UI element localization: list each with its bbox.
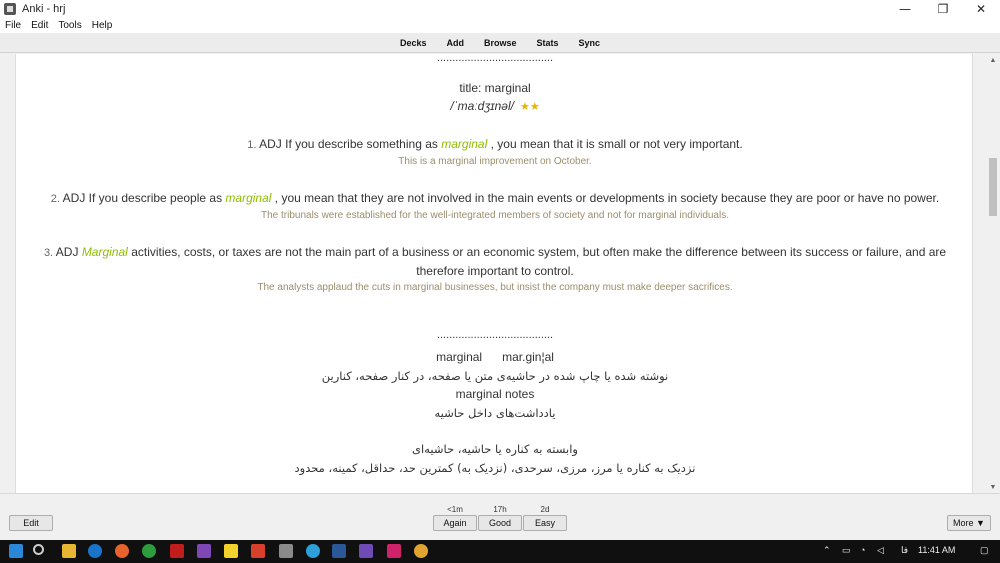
toolbar-sync[interactable]: Sync	[578, 37, 601, 48]
keyword-highlight: Marginal	[81, 245, 128, 259]
phonetic-row	[16, 99, 973, 113]
separator-dots: ......................................	[436, 54, 554, 64]
good-button[interactable]: Good	[478, 515, 522, 531]
pdf-reader-icon[interactable]	[170, 544, 184, 558]
sense-text: , you mean that they are not involved in the main events or developments in society because they are poor or have no power.	[274, 191, 940, 205]
sense-text: ADJ If you describe something as	[259, 137, 438, 151]
persian-definition: نوشته شده یا چاپ شده در حاشیه‌ی متن یا صفحه، در کنار صفحه، کنارین	[321, 368, 669, 383]
window-title: Anki - hrj	[22, 2, 66, 15]
sense-text: ADJ	[55, 245, 79, 259]
persian-definition: وابسته به کناره یا حاشیه، حاشیه‌ای	[412, 442, 578, 456]
tray-chevron-icon[interactable]: ⌃	[823, 545, 831, 555]
sense-text: ADJ If you describe people as	[62, 191, 223, 205]
collocation: marginal notes	[455, 387, 535, 401]
sense-2	[16, 189, 973, 221]
sense-number: 2.	[50, 193, 60, 205]
sense-number: 3.	[43, 247, 54, 259]
chrome-icon[interactable]	[414, 544, 428, 558]
menu-help[interactable]: Help	[91, 19, 113, 31]
menu-tools[interactable]: Tools	[58, 19, 82, 31]
browser-icon[interactable]	[142, 544, 156, 558]
persian-dictionary	[16, 331, 973, 477]
toolbar-add[interactable]: Add	[446, 37, 464, 48]
toolbar-decks[interactable]: Decks	[399, 37, 427, 48]
sense-1	[16, 135, 973, 167]
again-interval: <1m	[447, 505, 463, 514]
edit-button[interactable]: Edit	[9, 515, 53, 531]
main-toolbar	[0, 33, 1000, 53]
file-explorer-icon[interactable]	[62, 544, 76, 558]
edge-icon[interactable]	[88, 544, 102, 558]
good-interval: 17h	[493, 505, 507, 514]
input-language[interactable]: فا	[901, 545, 909, 555]
frequency-stars: ★★	[519, 101, 540, 113]
close-button[interactable]: ✕	[975, 1, 987, 16]
toolbar-browse[interactable]: Browse	[483, 37, 517, 48]
anki-app-icon	[4, 3, 16, 15]
app-icon[interactable]	[359, 544, 373, 558]
phonetic: /ˈmaːdʒɪnəl/	[450, 99, 514, 113]
scroll-up-arrow-icon[interactable]: ▲	[989, 56, 997, 64]
anki-taskbar-icon[interactable]	[279, 544, 293, 558]
network-icon[interactable]: ◔	[860, 545, 866, 555]
vertical-scrollbar[interactable]	[986, 54, 1000, 493]
dict-headword: marginal mar.gin¦al	[436, 350, 554, 364]
maximize-button[interactable]: ❐	[937, 1, 949, 16]
persian-definition: نزدیک به کناره یا مرز، مرزی، سرحدی، (نزدیک به) کمترین حد، حداقل، کمینه، محدود	[294, 460, 696, 475]
more-button[interactable]: More ▼	[947, 515, 991, 531]
example-sentence: The tribunals were established for the well-integrated members of society and not for marginal individuals.	[260, 210, 729, 221]
scroll-down-arrow-icon[interactable]: ▼	[989, 483, 997, 491]
app-icon[interactable]	[197, 544, 211, 558]
word-title: title: marginal	[459, 81, 531, 95]
app-icon[interactable]	[387, 544, 401, 558]
answer-bar	[0, 493, 1000, 540]
notification-icon[interactable]: ▢	[980, 545, 989, 555]
card-answer	[16, 54, 973, 477]
example-sentence: The analysts applaud the cuts in marginal businesses, but insist the company must make deeper sacrifices.	[257, 282, 733, 293]
windows-start-icon[interactable]	[9, 544, 23, 558]
title-bar	[0, 0, 1000, 17]
keyword-highlight: marginal	[225, 191, 272, 205]
word-icon[interactable]	[332, 544, 346, 558]
volume-icon[interactable]: ◁	[877, 545, 884, 555]
again-button[interactable]: Again	[433, 515, 477, 531]
menu-edit[interactable]: Edit	[31, 19, 49, 31]
easy-button[interactable]: Easy	[523, 515, 567, 531]
card-view	[15, 54, 973, 493]
persian-definition: یادداشت‌های داخل حاشیه	[434, 405, 556, 420]
toolbar-stats[interactable]: Stats	[536, 37, 559, 48]
menu-bar	[0, 17, 1000, 33]
firefox-icon[interactable]	[115, 544, 129, 558]
sticky-notes-icon[interactable]	[224, 544, 238, 558]
clock[interactable]: 11:41 AM	[918, 545, 956, 555]
telegram-icon[interactable]	[306, 544, 320, 558]
keyword-highlight: marginal	[441, 137, 488, 151]
scrollbar-thumb[interactable]	[989, 158, 997, 216]
search-icon[interactable]	[33, 544, 44, 555]
sense-number: 1.	[247, 139, 257, 151]
sense-text: , you mean that it is small or not very important.	[490, 137, 743, 151]
windows-taskbar	[0, 540, 1000, 563]
example-sentence: This is a marginal improvement on October.	[398, 156, 592, 167]
app-icon[interactable]	[251, 544, 265, 558]
separator-dots: ......................................	[436, 329, 554, 341]
battery-icon[interactable]: ▭	[842, 545, 851, 555]
easy-interval: 2d	[540, 505, 550, 514]
sense-text: activities, costs, or taxes are not the main part of a business or an economic system, but often make the difference between its success or failure, and are therefore important to control.	[131, 245, 947, 278]
menu-file[interactable]: File	[5, 19, 22, 31]
minimize-button[interactable]: —	[899, 1, 911, 16]
sense-3	[16, 243, 973, 293]
